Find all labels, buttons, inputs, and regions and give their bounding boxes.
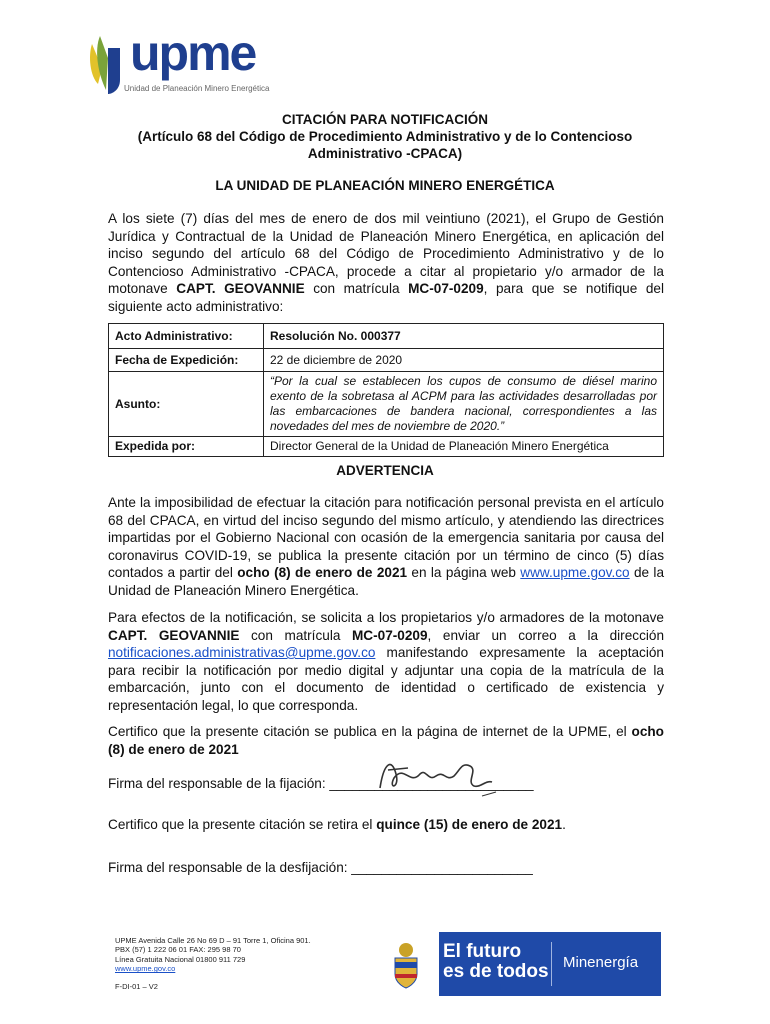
table-row [109,437,664,457]
upme-leaf-icon [86,28,126,98]
acto-label: Acto Administrativo: [109,324,264,349]
document-subtitle-1: (Artículo 68 del Código de Procedimiento Administrativo y de lo Contencioso [137,129,633,144]
footer-address: UPME Avenida Calle 26 No 69 D – 91 Torre 1, Oficina 901. PBX (57) 1 222 06 01 FAX: 295 98 70 Línea Gratuita Nacional 01800 911 729 www.upme.gov.co [115,936,311,974]
table-row [109,372,664,437]
intro-paragraph: A los siete (7) días del mes de enero de dos mil veintiuno (2021), el Grupo de Gestión Jurídica y Contractual de la Unidad de Planeación Minero Energética, en aplicación del inciso segundo del artículo 68 del Código de Procedimiento Administrativo y de lo Contencioso Administrativo -CPACA, procede a citar al propietario y/o armador de la motonave CAPT. GEOVANNIE con matrícula MC-07-0209, para que se notifique del siguiente acto administrativo: [108,211,664,314]
table-row [109,324,664,349]
table-row [109,349,664,372]
footer-website-link[interactable]: www.upme.gov.co [115,964,176,974]
certify-publish-date: ocho (8) de enero de 2021 [108,724,664,757]
administrative-act-table [108,323,664,457]
government-banner [373,932,661,996]
certify-withdraw-date: quince (15) de enero de 2021 [376,817,563,832]
vessel-registration: MC-07-0209 [351,627,428,643]
upme-logo [86,25,286,100]
banner-divider [551,942,552,986]
certify-publish-paragraph: Certifico que la presente citación se publica en la página de internet de la UPME, el ocho (8) de enero de 2021 [108,724,664,757]
vessel-name: CAPT. GEOVANNIE [108,627,240,643]
warning-paragraph: Ante la imposibilidad de efectuar la citación para notificación personal prevista en el artículo 68 del CPACA, en virtud del inciso segundo del mismo artículo, y atendiendo las directrices impartidas por el Gobierno Nacional con ocasión de la emergencia sanitaria por causa del coronavirus COVID-19, se publica la presente citación por un término de cinco (5) días contados a partir del ocho (8) de enero de 2021 en la página web www.upme.gov.co de la Unidad de Planeación Minero Energética. [108,495,665,598]
notification-email-link[interactable]: notificaciones.administrativas@upme.gov.co [108,645,376,660]
handwritten-signature [374,752,504,800]
upme-website-link[interactable]: www.upme.gov.co [520,565,630,580]
document-subtitle-2: Administrativo -CPACA) [307,146,463,161]
slogan: El futuro es de todos [443,941,549,982]
notification-paragraph: Para efectos de la notificación, se solicita a los propietarios y/o armadores de la motonave CAPT. GEOVANNIE con matrícula MC-07-0209, enviar un correo a la dirección notificaciones.administrativas@upme.gov.co manifestando expresamente la aceptación para recibir la notificación por medio digital y adjuntar una copia de la matrícula de la embarcación, junto con el documento de identidad o certificado de existencia y representación legal, lo que corresponda. [108,610,665,713]
fixation-signature-line: Firma del responsable de la fijación: ___________________________ [108,776,534,791]
fecha-label: Fecha de Expedición: [109,349,264,372]
asunto-label: Asunto: [109,372,264,437]
publish-date: ocho (8) de enero de 2021 [237,565,408,580]
defixation-signature-line: Firma del responsable de la desfijación: ________________________ [108,860,533,875]
asunto-value: “Por la cual se establecen los cupos de consumo de diésel marino exento de la sobretasa al ACPM para las actividades desarrolladas por las embarcaciones de bandera nacional, correspondientes a las novedades del mes de noviembre de 2020.” [264,372,664,437]
expedida-label: Expedida por: [109,437,264,457]
expedida-value: Director General de la Unidad de Planeación Minero Energética [264,437,664,457]
ministry-name: Minenergía [563,954,639,971]
vessel-name: CAPT. GEOVANNIE [176,281,305,296]
certify-withdraw-paragraph: Certifico que la presente citación se retira el quince (15) de enero de 2021. [108,817,566,832]
unit-heading: LA UNIDAD DE PLANEACIÓN MINERO ENERGÉTICA [215,178,555,193]
warning-title: ADVERTENCIA [336,463,434,478]
logo-wordmark: upme [130,25,256,81]
logo-subtitle: Unidad de Planeación Minero Energética [124,84,270,93]
document-code: F-DI-01 – V2 [115,982,158,991]
document-title: CITACIÓN PARA NOTIFICACIÓN [282,112,488,127]
acto-value: Resolución No. 000377 [264,324,664,349]
colombia-shield-icon [373,932,439,996]
fecha-value: 22 de diciembre de 2020 [264,349,664,372]
vessel-registration: MC-07-0209 [408,281,484,296]
